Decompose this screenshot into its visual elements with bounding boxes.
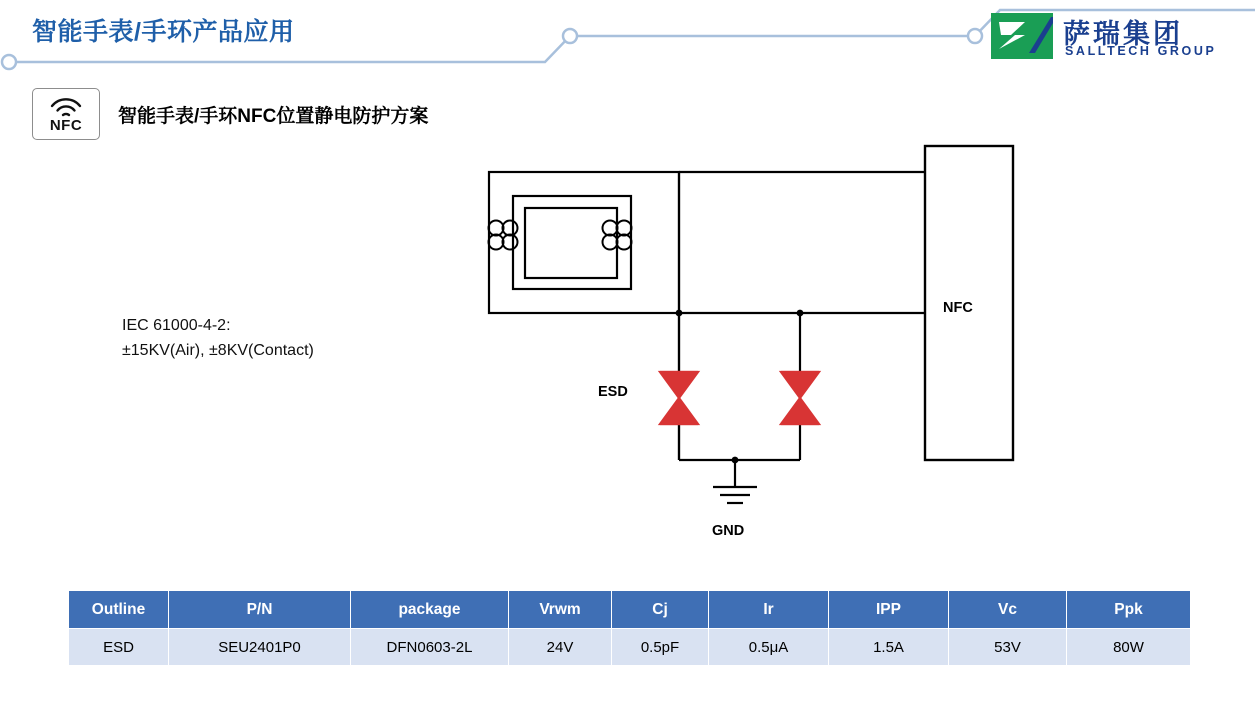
logo-name-en: SALLTECH GROUP	[1065, 44, 1217, 58]
cell-pn: SEU2401P0	[169, 629, 351, 666]
table-header-vrwm: Vrwm	[509, 591, 612, 629]
cell-cj: 0.5pF	[612, 629, 709, 666]
table-header-row	[69, 591, 1191, 629]
cell-ir: 0.5μA	[709, 629, 829, 666]
cell-vc: 53V	[949, 629, 1067, 666]
table-header-vc: Vc	[949, 591, 1067, 629]
table-header-package: package	[351, 591, 509, 629]
cell-ipp: 1.5A	[829, 629, 949, 666]
logo-name-cn: 萨瑞集团	[1063, 19, 1183, 49]
table-header-cj: Cj	[612, 591, 709, 629]
nfc-block-label: NFC	[943, 300, 973, 316]
table-row	[69, 629, 1191, 666]
page-title: 智能手表/手环产品应用	[32, 18, 295, 46]
cell-ppk: 80W	[1067, 629, 1191, 666]
section-heading: 智能手表/手环NFC位置静电防护方案	[118, 106, 429, 127]
table-header-ppk: Ppk	[1067, 591, 1191, 629]
esd-label: ESD	[598, 384, 628, 400]
cell-package: DFN0603-2L	[351, 629, 509, 666]
spec-table	[68, 590, 1191, 666]
iec-standard-note	[122, 313, 314, 363]
nfc-badge-label: NFC	[49, 117, 83, 134]
table-header-pn: P/N	[169, 591, 351, 629]
table-header-outline: Outline	[69, 591, 169, 629]
cell-outline: ESD	[69, 629, 169, 666]
cell-vrwm: 24V	[509, 629, 612, 666]
table-header-ir: Ir	[709, 591, 829, 629]
iec-note-line1: IEC 61000-4-2:	[122, 317, 231, 334]
iec-note-line2: ±15KV(Air), ±8KV(Contact)	[122, 342, 314, 359]
gnd-label: GND	[712, 523, 745, 539]
table-header-ipp: IPP	[829, 591, 949, 629]
